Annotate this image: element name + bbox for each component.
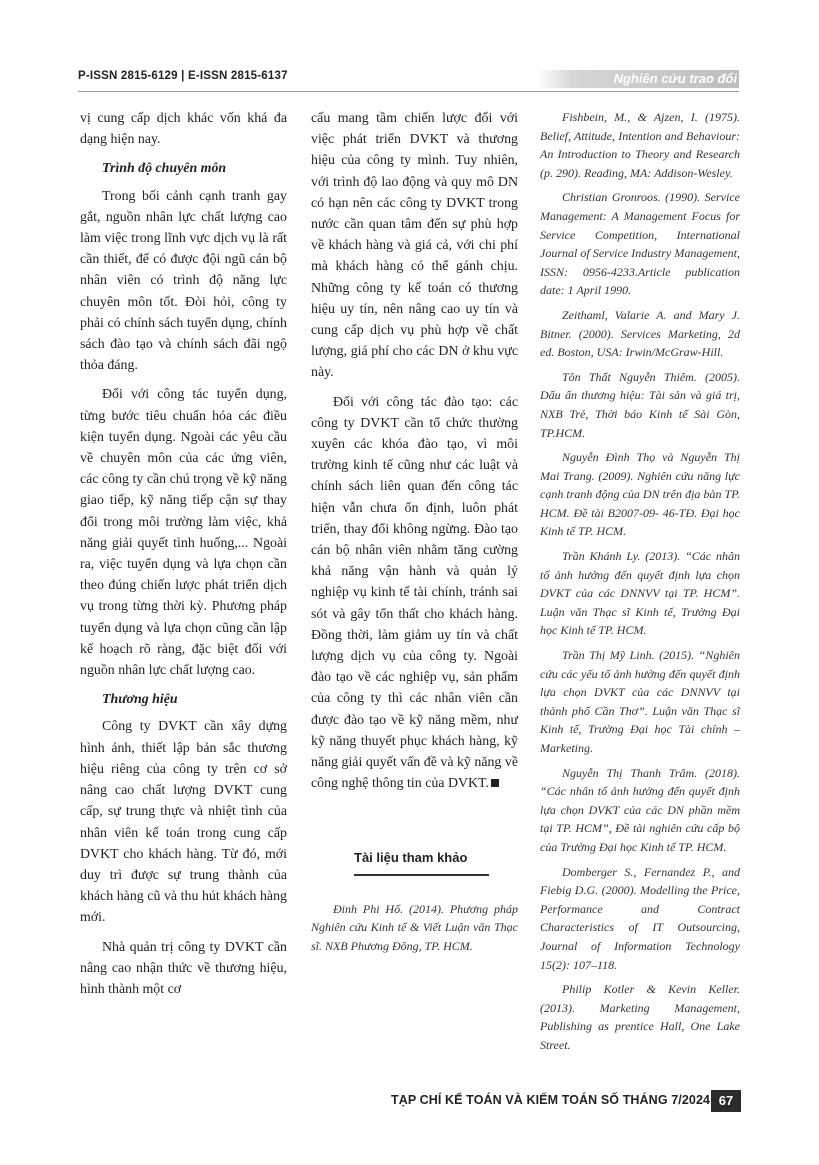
paragraph: Công ty DVKT cần xây dựng hình ảnh, thiết lập bản sắc thương hiệu riêng của công ty trên cơ sở nâng cao chất lượng DVKT cung cấp, sự trung thực và nhiệt tình của nhân viên kế toán trong cung cấp DVKT cho khách hàng. Từ đó, mới duy trì được sự trung thành của khách hàng cũ và thu hút khách hàng mới.	[80, 719, 287, 926]
reference-item: Christian Gronroos. (1990). Service Management: A Management Focus for Service Competition, International Journal of Service Industry Management, ISSN: 0956-4233.Article publication date: 1 April 1990.	[540, 190, 740, 298]
reference-item: Trần Khánh Ly. (2013). “Các nhân tố ảnh hưởng đến quyết định lựa chọn DVKT của các DNNVV tại TP. HCM”. Luận văn Thạc sĩ Kinh tế, Trường Đại học Kinh tế TP. HCM.	[540, 549, 740, 638]
reference-item: Zeithaml, Valarie A. and Mary J. Bitner. (2000). Services Marketing, 2d ed. Boston, USA: Irwin/McGraw-Hill.	[540, 307, 740, 360]
paragraph-text: Đối với công tác đào tạo: các công ty DVKT cần tổ chức thường xuyên các khóa đào tạo, vì môi trường kinh tế cũng như các luật và chính sách liên quan đến công tác hiện vẫn chưa ổn định, luôn phát triển, thay đổi không ngừng. Đào tạo cán bộ nhân viên nhằm tăng cường khả năng vận hành và quản lý nghiệp vụ kinh tế tài chính, tránh sai sót và gây tổn thất cho khách hàng. Đồng thời, làm giảm uy tín và chất lượng dịch vụ của công ty. Ngoài đào tạo về các nghiệp vụ, sản phẩm của công ty thì các nhân viên cần được đào tạo về kỹ năng mềm, như kỹ năng thuyết phục khách hàng, kỹ năng giải quyết vấn đề và kỹ năng về công nghệ thông tin của DVKT.	[311, 394, 518, 792]
column-2	[311, 108, 518, 963]
column-1	[80, 108, 287, 1008]
paragraph: Đối với công tác tuyển dụng, từng bước tiêu chuẩn hóa các điều kiện tuyển dụng. Ngoài các yêu cầu về chuyên môn của các ứng viên, các công ty cần chú trọng về kỹ năng giao tiếp, kỹ năng tiếp cận sự thay đổi trong môi trường làm việc, khả năng giải quyết tình huống,... Ngoài ra, việc tuyển dụng và lựa chọn cần theo đúng chiến lược phát triển dịch vụ trong từng thời kỳ. Phương pháp tuyển dụng và lựa chọn cũng cần lập kế hoạch rõ ràng, đặc biệt đối với nguồn nhân lực chất lượng cao.	[80, 387, 287, 679]
paragraph	[311, 392, 518, 795]
paragraph: Trong bối cảnh cạnh tranh gay gắt, nguồn nhân lực chất lượng cao làm việc trong lĩnh vực dịch vụ là rất cần thiết, để có được đội ngũ cán bộ nhân viên có trình độ năng lực chuyên môn tốt. Đòi hỏi, công ty phải có chính sách tuyển dụng, chính sách đào tạo và chính sách đãi ngộ thỏa đáng.	[80, 188, 287, 374]
end-mark-icon	[491, 779, 499, 787]
references-heading: Tài liệu tham khảo	[354, 847, 489, 876]
reference-item: Đinh Phi Hổ. (2014). Phương pháp Nghiên cứu Kinh tế & Viết Luận văn Thạc sĩ. NXB Phương Đông, TP. HCM.	[311, 901, 518, 953]
issn-header: P-ISSN 2815-6129 | E-ISSN 2815-6137	[78, 70, 288, 82]
reference-item: Trần Thị Mỹ Linh. (2015). “Nghiên cứu các yếu tố ảnh hưởng đến quyết định lựa chọn DVKT của các DNNVV tại thành phố Cần Thơ”. Luận văn Thạc sĩ Kinh tế, Trường Đại học Tài chính – Marketing.	[540, 648, 740, 755]
header-divider	[78, 91, 739, 92]
reference-item: Domberger S., Fernandez P., and Fiebig D.G. (2000). Modelling the Price, Performance and Contract Characteristics of IT Outsourcing, Journal of Information Technology 15(2): 107–118.	[540, 864, 740, 972]
subheading-expertise: Trình độ chuyên môn	[102, 161, 227, 177]
section-banner	[537, 70, 739, 88]
column-3-references	[540, 108, 740, 1061]
page-number: 67	[711, 1090, 741, 1112]
reference-item: Philip Kotler & Kevin Keller. (2013). Marketing Management, Publishing as prentice Hall, One Lake Street.	[540, 982, 740, 1052]
reference-item: Tôn Thất Nguyễn Thiêm. (2005). Dấu ấn thương hiệu: Tài sản và giá trị, NXB Trẻ, Thời báo Kinh tế Sài Gòn, TP.HCM.	[540, 369, 740, 440]
section-title: Nghiên cứu trao đổi	[613, 71, 737, 86]
paragraph: vị cung cấp dịch khác vốn khá đa dạng hiện nay.	[80, 111, 287, 148]
reference-item: Nguyễn Đình Thọ và Nguyễn Thị Mai Trang. (2009). Nghiên cứu năng lực cạnh tranh động của DN trên địa bàn TP. HCM. Đề tài B2007-09- 46-TĐ. Đại học Kinh tế TP. HCM.	[540, 450, 740, 539]
paragraph: cấu mang tầm chiến lược đối với việc phát triển DVKT và thương hiệu của công ty mình. Tuy nhiên, với trình độ lao động và quy mô DN có hạn nên các công ty DVKT trong nước cần quan tâm đến sự phù hợp về khách hàng và giá cả, với chi phí mà khách hàng có thể gánh chịu. Những công ty kế toán có thương hiệu uy tín, nên nâng cao uy tín và cung cấp dịch vụ phù hợp về chất lượng, giá phí cho các DN ở khu vực này.	[311, 111, 518, 381]
reference-item: Nguyễn Thị Thanh Trâm. (2018). “Các nhân tố ảnh hưởng đến quyết định lựa chọn DVKT của các DN phần mềm tại TP. HCM”, Đề tài nghiên cứu cấp bộ của Trường Đại học Kinh tế TP. HCM.	[540, 765, 740, 854]
journal-footer: TẠP CHÍ KẾ TOÁN VÀ KIỂM TOÁN SỐ THÁNG 7/2024	[391, 1093, 711, 1107]
paragraph: Nhà quản trị công ty DVKT cần nâng cao nhận thức về thương hiệu, hình thành một cơ	[80, 939, 287, 997]
subheading-brand: Thương hiệu	[102, 692, 178, 708]
reference-item: Fishbein, M., & Ajzen, I. (1975). Belief, Attitude, Intention and Behaviour: An Introduction to Theory and Research (p. 290). Reading, MA: Addison-Wesley.	[540, 110, 740, 180]
